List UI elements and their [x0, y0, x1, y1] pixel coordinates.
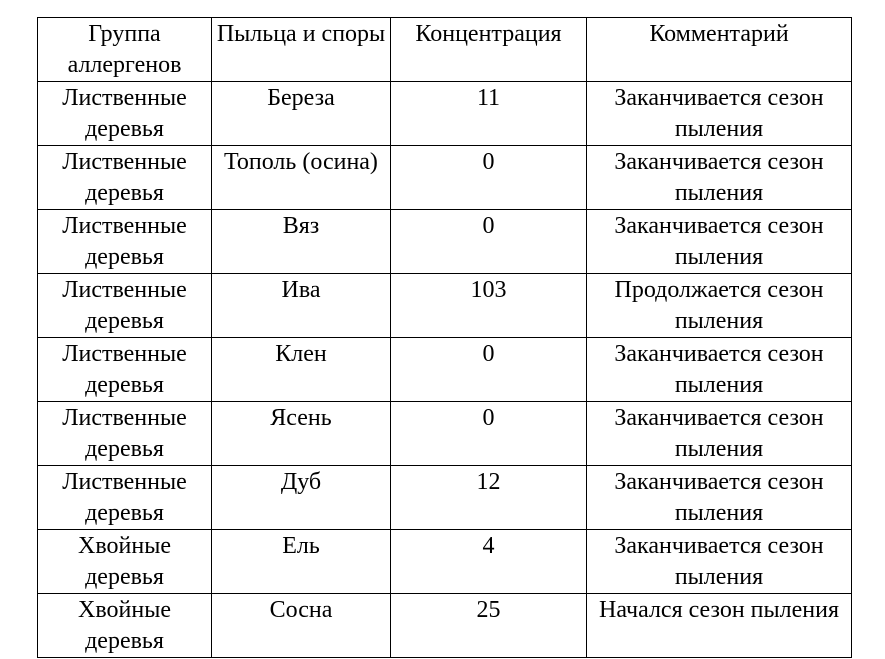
table-row [38, 338, 852, 402]
cell-concentration: 0 [391, 210, 587, 274]
cell-concentration: 103 [391, 274, 587, 338]
cell-allergen-group: Хвойные деревья [38, 530, 212, 594]
cell-pollen-type: Вяз [212, 210, 391, 274]
header-comment: Комментарий [587, 18, 852, 82]
cell-pollen-type: Клен [212, 338, 391, 402]
cell-comment: Заканчивается сезон пыления [587, 146, 852, 210]
cell-concentration: 12 [391, 466, 587, 530]
cell-concentration: 0 [391, 402, 587, 466]
cell-comment: Заканчивается сезон пыления [587, 338, 852, 402]
cell-pollen-type: Сосна [212, 594, 391, 658]
cell-comment: Продолжается сезон пыления [587, 274, 852, 338]
cell-comment: Заканчивается сезон пыления [587, 402, 852, 466]
table-row [38, 466, 852, 530]
cell-comment: Заканчивается сезон пыления [587, 466, 852, 530]
cell-pollen-type: Ель [212, 530, 391, 594]
cell-allergen-group: Лиственные деревья [38, 402, 212, 466]
cell-pollen-type: Ясень [212, 402, 391, 466]
cell-allergen-group: Лиственные деревья [38, 338, 212, 402]
cell-concentration: 11 [391, 82, 587, 146]
cell-concentration: 4 [391, 530, 587, 594]
table-header-row [38, 18, 852, 82]
cell-concentration: 0 [391, 146, 587, 210]
cell-pollen-type: Береза [212, 82, 391, 146]
table-row [38, 594, 852, 658]
cell-comment: Заканчивается сезон пыления [587, 82, 852, 146]
table-row [38, 530, 852, 594]
cell-allergen-group: Лиственные деревья [38, 146, 212, 210]
cell-concentration: 0 [391, 338, 587, 402]
cell-comment: Начался сезон пыления [587, 594, 852, 658]
header-allergen-group: Группа аллергенов [38, 18, 212, 82]
table-row [38, 210, 852, 274]
cell-allergen-group: Хвойные деревья [38, 594, 212, 658]
pollen-table [37, 17, 852, 658]
header-pollen-spores: Пыльца и споры [212, 18, 391, 82]
cell-allergen-group: Лиственные деревья [38, 466, 212, 530]
cell-comment: Заканчивается сезон пыления [587, 530, 852, 594]
cell-concentration: 25 [391, 594, 587, 658]
table-row [38, 274, 852, 338]
header-concentration: Концентрация [391, 18, 587, 82]
cell-allergen-group: Лиственные деревья [38, 274, 212, 338]
table-row [38, 82, 852, 146]
cell-allergen-group: Лиственные деревья [38, 210, 212, 274]
cell-pollen-type: Дуб [212, 466, 391, 530]
cell-comment: Заканчивается сезон пыления [587, 210, 852, 274]
cell-allergen-group: Лиственные деревья [38, 82, 212, 146]
cell-pollen-type: Ива [212, 274, 391, 338]
table-row [38, 146, 852, 210]
table-row [38, 402, 852, 466]
cell-pollen-type: Тополь (осина) [212, 146, 391, 210]
